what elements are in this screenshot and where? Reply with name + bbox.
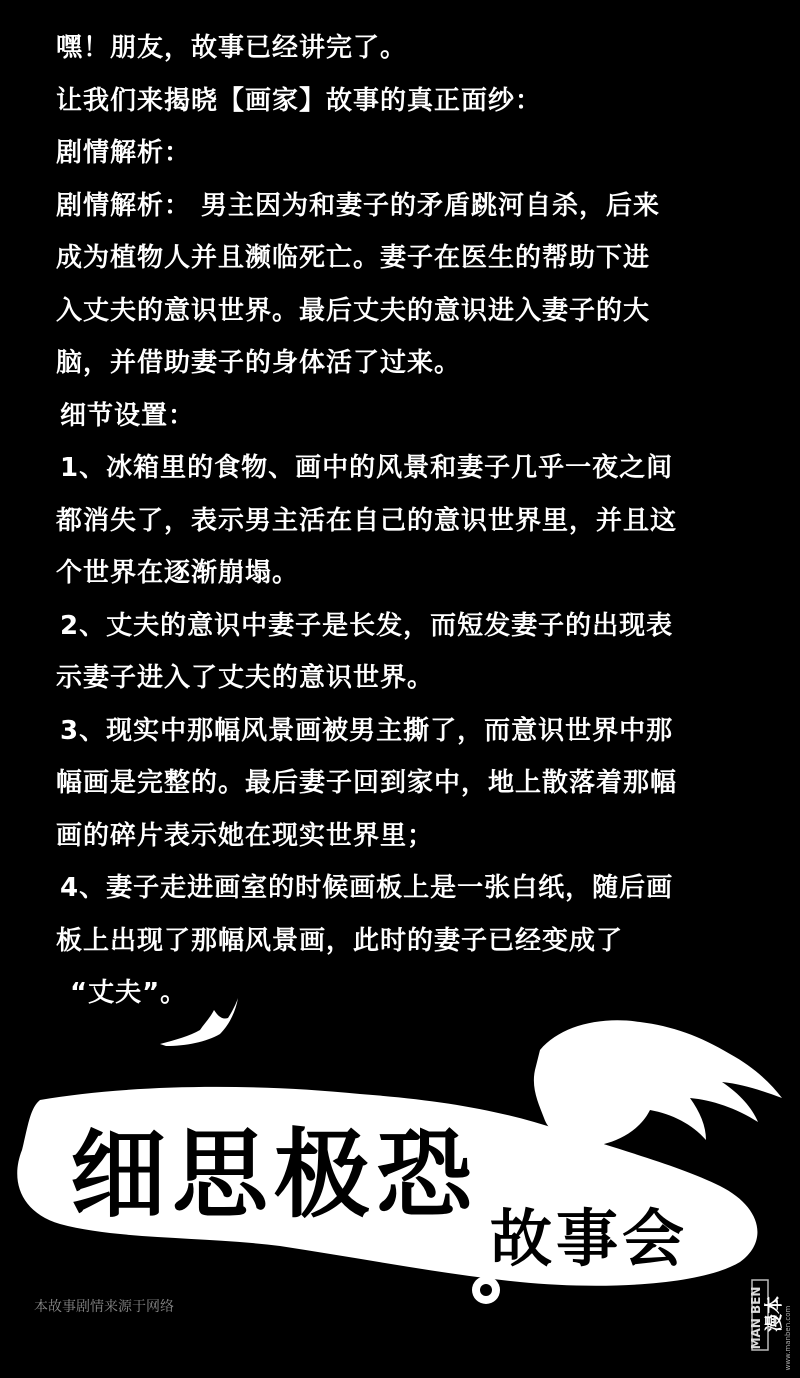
story-line: 入丈夫的意识世界。最后丈夫的意识进入妻子的大 (56, 295, 651, 326)
story-line: 2、丈夫的意识中妻子是长发，而短发妻子的出现表 (60, 610, 674, 641)
story-line: 示妻子进入了丈夫的意识世界。 (56, 663, 435, 693)
banner-title: 细思极恐 (70, 1119, 478, 1231)
story-line: 嘿！朋友，故事已经讲完了。 (56, 33, 408, 63)
banner-graphic (0, 990, 800, 1378)
bat-icon (160, 998, 238, 1046)
story-line: 板上出现了那幅风景画，此时的妻子已经变成了 (56, 925, 624, 956)
story-line: 1、冰箱里的食物、画中的风景和妻子几乎一夜之间 (60, 453, 674, 483)
story-line: 都消失了，表示男主活在自己的意识世界里，并且这 (56, 505, 678, 536)
story-line: “丈夫”。 (70, 978, 188, 1008)
story-line: 个世界在逐渐崩塌。 (56, 558, 300, 588)
story-line: 剧情解析： (56, 138, 192, 168)
story-line: 幅画是完整的。最后妻子回到家中，地上散落着那幅 (56, 768, 678, 798)
story-line: 画的碎片表示她在现实世界里； (56, 820, 435, 851)
source-note: 本故事剧情来源于网络 (34, 1299, 174, 1315)
manben-logo (750, 1278, 794, 1374)
snowflake-icon (472, 1276, 500, 1304)
story-line: 3、现实中那幅风景画被男主撕了，而意识世界中那 (60, 715, 674, 746)
story-text (56, 22, 766, 1020)
story-line: 4、妻子走进画室的时候画板上是一张白纸，随后画 (60, 873, 674, 903)
story-line: 细节设置： (60, 400, 196, 431)
logo-sub: MAN BEN (750, 1286, 763, 1350)
story-line: 剧情解析： 男主因为和妻子的矛盾跳河自杀，后来 (56, 190, 661, 221)
story-line: 让我们来揭晓【画家】故事的真正面纱： (56, 85, 543, 116)
logo-url: www.manben.com (784, 1305, 792, 1371)
story-line: 成为植物人并且濒临死亡。妻子在医生的帮助下进 (56, 243, 651, 273)
logo-text: 漫本 (764, 1296, 785, 1332)
banner-subtitle: 故事会 (490, 1202, 689, 1275)
story-line: 脑，并借助妻子的身体活了过来。 (56, 348, 462, 378)
